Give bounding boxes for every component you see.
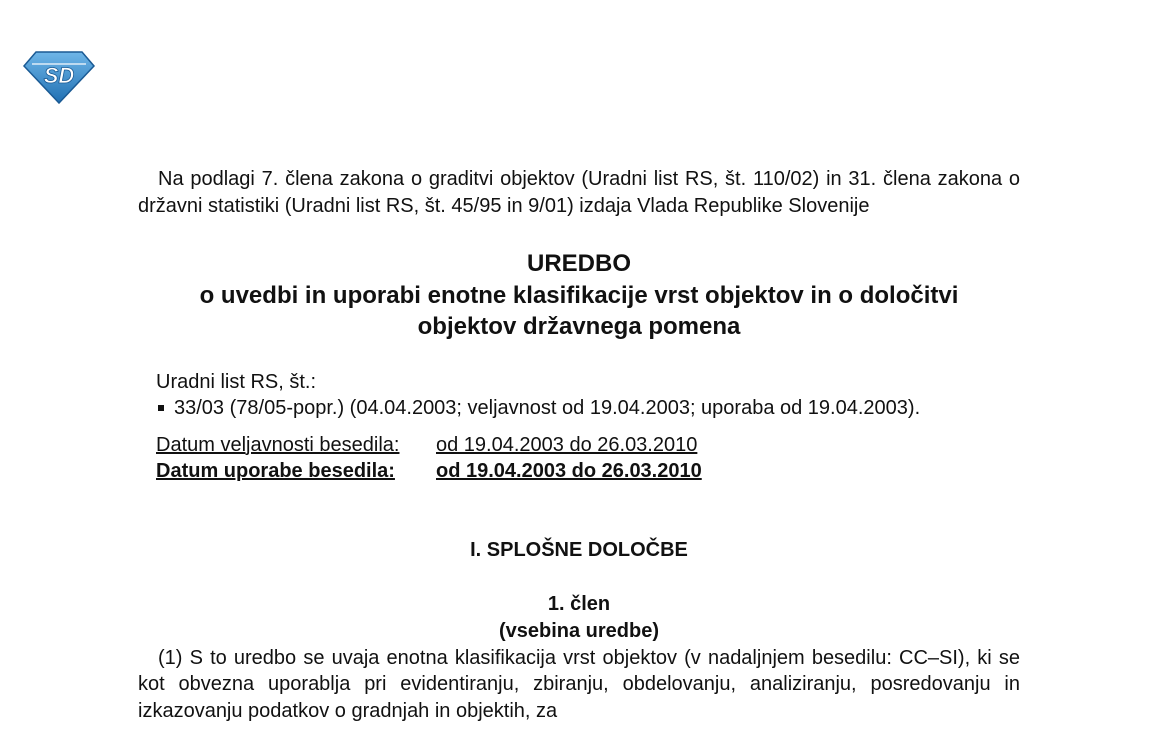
use-date-value: od 19.04.2003 do 26.03.2010 [436,459,702,482]
document-body [138,166,1020,724]
title-line-1: o uvedbi in uporabi enotne klasifikacije vrst objektov in o določitvi [199,281,959,309]
gazette-entry [156,395,1020,421]
section-heading: I. SPLOŠNE DOLOČBE [470,538,688,561]
gazette-entry-text: 33/03 (78/05-popr.) (04.04.2003; veljavnost od 19.04.2003; uporaba od 19.04.2003). [174,396,921,419]
publisher-logo-icon [22,48,96,104]
official-gazette-block [138,369,1020,421]
gazette-label: Uradni list RS, št.: [156,370,317,393]
article-number: 1. člen [547,592,611,615]
title-main: UREDBO [526,250,631,277]
svg-text:SD: SD [43,63,75,88]
dates-block [138,432,1020,484]
regulation-title [138,248,1020,343]
use-date-row [156,458,1020,484]
article-name: (vsebina uredbe) [498,619,660,642]
use-date-label: Datum uporabe besedila: [156,459,395,482]
bullet-icon [158,405,164,411]
preamble-paragraph: Na podlagi 7. člena zakona o graditvi objektov (Uradni list RS, št. 110/02) in 31. člena zakona o državni statistiki (Uradni list RS, št. 45/95 in 9/01) izdaja Vlada Republike Slovenije [138,168,1020,217]
validity-date-row [156,432,1020,458]
validity-date-label: Datum veljavnosti besedila: [156,433,400,456]
validity-date-value: od 19.04.2003 do 26.03.2010 [436,433,698,456]
article-text: (1) S to uredbo se uvaja enotna klasifikacija vrst objektov (v nadaljnjem besedilu: CC–SI), ki se kot obvezna uporablja pri evidentiranju, zbiranju, obdelovanju, analiziranju, posredovanju in izkazovanju podatkov o gradnjah in objektih, za [138,646,1020,722]
title-line-2: objektov državnega pomena [417,313,741,340]
